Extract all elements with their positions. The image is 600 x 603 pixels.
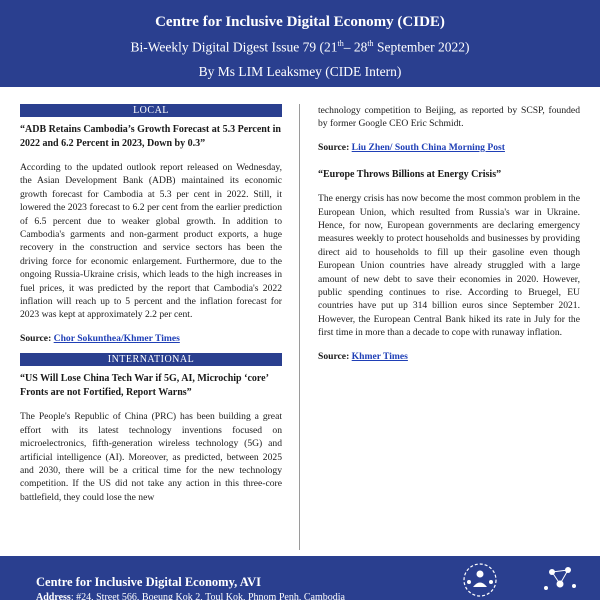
article-body: The energy crisis has now become the most common problem in the European Union, which resulted from Russia's war in Ukraine. Hence, for now, European governments are declaring emergency measures weekly to protect households and businesses by providing direct aid to households to fill up their gasoline even though European Union countries have already struggled with a large amount of new debt to save their economies in 2020. However, public spending continues to rise. According to Bruegel, EU countries have put up 314 billion euros since September 2021. However, the European Central Bank hiked its rate in July for the first time in more than a decade to cope with runaway inflation.: [318, 193, 580, 339]
article-headline: “US Will Lose China Tech War if 5G, AI, Microchip ‘core’ Fronts are not Fortified, Report Warns”: [20, 373, 269, 399]
network-people-icon-secondary: [540, 560, 580, 600]
subtitle-sup-1: th: [337, 39, 344, 48]
source-label: Source:: [318, 141, 352, 153]
article-body: According to the updated outlook report released on Wednesday, the Asian Development Bank (ADB) maintained its economic growth forecast for Cambodia at 5.3 per cent in 2022. Still, it lowered the 2023 forecast to 6.2 per cent from the earlier prediction of 6.5 percent due to weaker global growth. In addition to Cambodia's garments and non-garment product exports, a huge recovery in the construction and service sectors has been the driving force for economic enlargement. Furthermore, due to the ongoing Russia-Ukraine crisis, which leads to the high increases in fuel prices, it was predicted by the report that Cambodia's 2022 inflation will reach up to 5 percent and the inflation forecast for 2023 was kept at approximately 2.2 per cent.: [20, 162, 282, 321]
section-band-local: LOCAL: [20, 104, 282, 117]
article-headline: “ADB Retains Cambodia’s Growth Forecast at 5.3 Percent in 2022 and 6.2 Percent in 2023, Down by 0.3”: [20, 124, 281, 149]
page-title: Centre for Inclusive Digital Economy (CIDE): [155, 14, 445, 30]
source-label: Source:: [318, 350, 352, 362]
article-source: [318, 350, 580, 363]
page-header: [0, 0, 600, 87]
author-line: By Ms LIM Leaksmey (CIDE Intern): [198, 64, 402, 79]
section-band-international: INTERNATIONAL: [20, 353, 282, 366]
network-people-icon: [460, 560, 500, 600]
page-footer: [0, 556, 600, 603]
spacer: [318, 154, 580, 162]
subtitle-pre: Bi-Weekly Digital Digest Issue 79 (21: [130, 39, 338, 55]
article-headline: “Europe Throws Billions at Energy Crisis”: [318, 169, 502, 181]
article-body: The People's Republic of China (PRC) has been building a great effort with its latest technology inventions focused on microelectronics, fifth-generation wireless technology (5G) and artificial intelligence (AI). Moreover, as predicted, between 2025 and 2030, there will be a critical time for the new technology competition. If the US did not take any action in this three-core battlefield, they could lose the new: [20, 411, 282, 503]
footer-org-name: Centre for Inclusive Digital Economy, AVI: [36, 575, 262, 589]
source-link[interactable]: Khmer Times: [351, 350, 408, 362]
right-column: [318, 104, 580, 550]
article-source: [20, 332, 282, 345]
article-body-continued: technology competition to Beijing, as reported by SCSP, founded by former Google CEO Eric Schmidt.: [318, 105, 580, 130]
footer-address: [36, 592, 345, 603]
subtitle-sup-2: th: [367, 39, 374, 48]
subtitle-post: September 2022): [373, 39, 470, 55]
source-label: Source:: [20, 332, 54, 344]
subtitle-mid: – 28: [343, 39, 368, 55]
article-source: [318, 141, 580, 154]
address-text: : #24, Street 566, Boeung Kok 2, Toul Kok, Phnom Penh, Cambodia: [70, 592, 345, 603]
column-divider: [299, 104, 300, 550]
source-link[interactable]: Chor Sokunthea/Khmer Times: [53, 332, 180, 344]
spacer: [20, 345, 282, 353]
source-link[interactable]: Liu Zhen/ South China Morning Post: [351, 141, 505, 153]
address-label: Address: [36, 592, 71, 603]
issue-subtitle: [0, 39, 600, 56]
left-column: [20, 104, 282, 550]
